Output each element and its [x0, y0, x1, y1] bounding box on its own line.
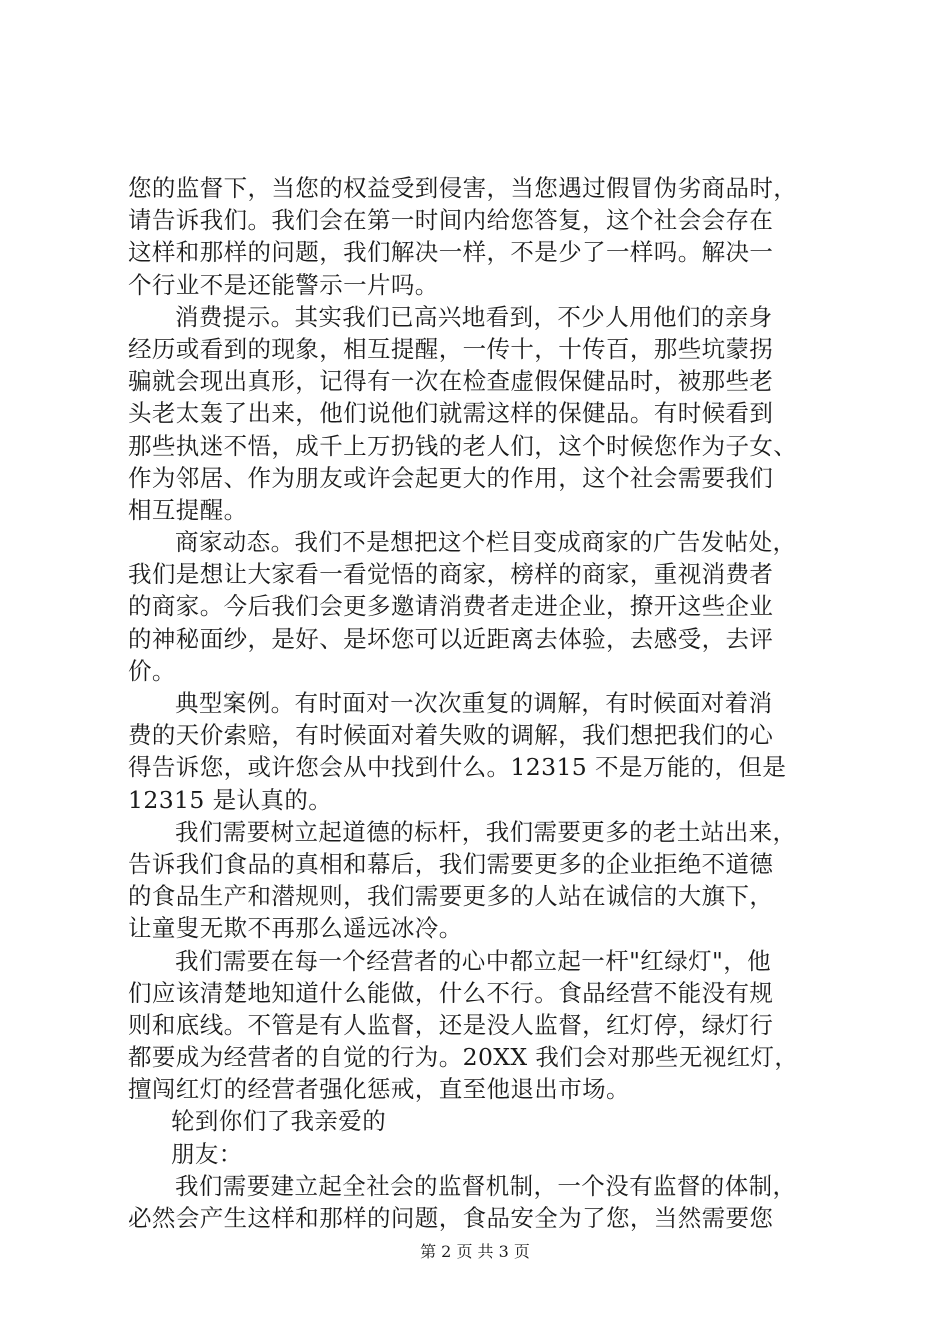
- text-line: 12315 是认真的。: [128, 785, 333, 814]
- text-line: 您的监督下，当您的权益受到侵害，当您遇过假冒伪劣商品时，: [128, 174, 798, 202]
- document-body: [128, 172, 828, 1234]
- text-line: 商家动态。我们不是想把这个栏目变成商家的广告发帖处，: [175, 528, 797, 557]
- text-line: 必然会产生这样和那样的问题，食品安全为了您，当然需要您: [128, 1204, 774, 1232]
- text-line: 典型案例。有时面对一次次重复的调解，有时候面对着消: [175, 689, 773, 717]
- page-footer: 第 2 页 共 3 页: [420, 1242, 530, 1261]
- text-line: 的神秘面纱，是好、是坏您可以近距离去体验，去感受，去评: [128, 624, 774, 653]
- text-line: 经历或看到的现象，相互提醒，一传十，十传百，那些坑蒙拐: [128, 334, 774, 363]
- text-line: 擅闯红灯的经营者强化惩戒，直至他退出市场。: [128, 1075, 630, 1104]
- text-line: 我们是想让大家看一看觉悟的商家，榜样的商家，重视消费者: [128, 560, 774, 589]
- text-line: 价。: [128, 656, 176, 685]
- text-line: 的商家。今后我们会更多邀请消费者走进企业，撩开这些企业: [128, 592, 774, 621]
- text-line: 朋友：: [171, 1139, 243, 1168]
- text-line: 这样和那样的问题，我们解决一样，不是少了一样吗。解决一: [128, 238, 774, 267]
- text-line: 让童叟无欺不再那么遥远冰冷。: [128, 914, 463, 943]
- text-line: 得告诉您，或许您会从中找到什么。12315 不是万能的，但是: [128, 753, 787, 782]
- text-line: 那些执迷不悟，成千上万扔钱的老人们，这个时候您作为子女、: [128, 431, 798, 460]
- text-line: 骗就会现出真形，记得有一次在检查虚假保健品时，被那些老: [128, 367, 774, 396]
- text-line: 们应该清楚地知道什么能做，什么不行。食品经营不能没有规: [128, 978, 774, 1007]
- text-line: 相互提醒。: [128, 495, 248, 524]
- text-line: 头老太轰了出来，他们说他们就需这样的保健品。有时候看到: [128, 399, 774, 428]
- text-line: 我们需要在每一个经营者的心中都立起一杆"红绿灯"，他: [175, 946, 772, 975]
- text-line: 个行业不是还能警示一片吗。: [128, 270, 439, 299]
- text-line: 作为邻居、作为朋友或许会起更大的作用，这个社会需要我们: [128, 463, 774, 492]
- text-line: 我们需要建立起全社会的监督机制，一个没有监督的体制，: [175, 1171, 797, 1200]
- text-line: 消费提示。其实我们已高兴地看到，不少人用他们的亲身: [175, 302, 773, 331]
- text-line: 轮到你们了我亲爱的: [171, 1107, 387, 1136]
- text-line: 我们需要树立起道德的标杆，我们需要更多的老土站出来，: [175, 817, 797, 846]
- text-line: 告诉我们食品的真相和幕后，我们需要更多的企业拒绝不道德: [128, 849, 774, 878]
- text-line: 费的天价索赔，有时候面对着失败的调解，我们想把我们的心: [128, 721, 774, 750]
- text-line: 则和底线。不管是有人监督，还是没人监督，红灯停，绿灯行: [128, 1010, 774, 1039]
- text-line: 的食品生产和潜规则，我们需要更多的人站在诚信的大旗下，: [128, 882, 774, 911]
- text-line: 都要成为经营者的自觉的行为。20XX 我们会对那些无视红灯，: [128, 1043, 799, 1072]
- text-line: 请告诉我们。我们会在第一时间内给您答复，这个社会会存在: [128, 206, 774, 235]
